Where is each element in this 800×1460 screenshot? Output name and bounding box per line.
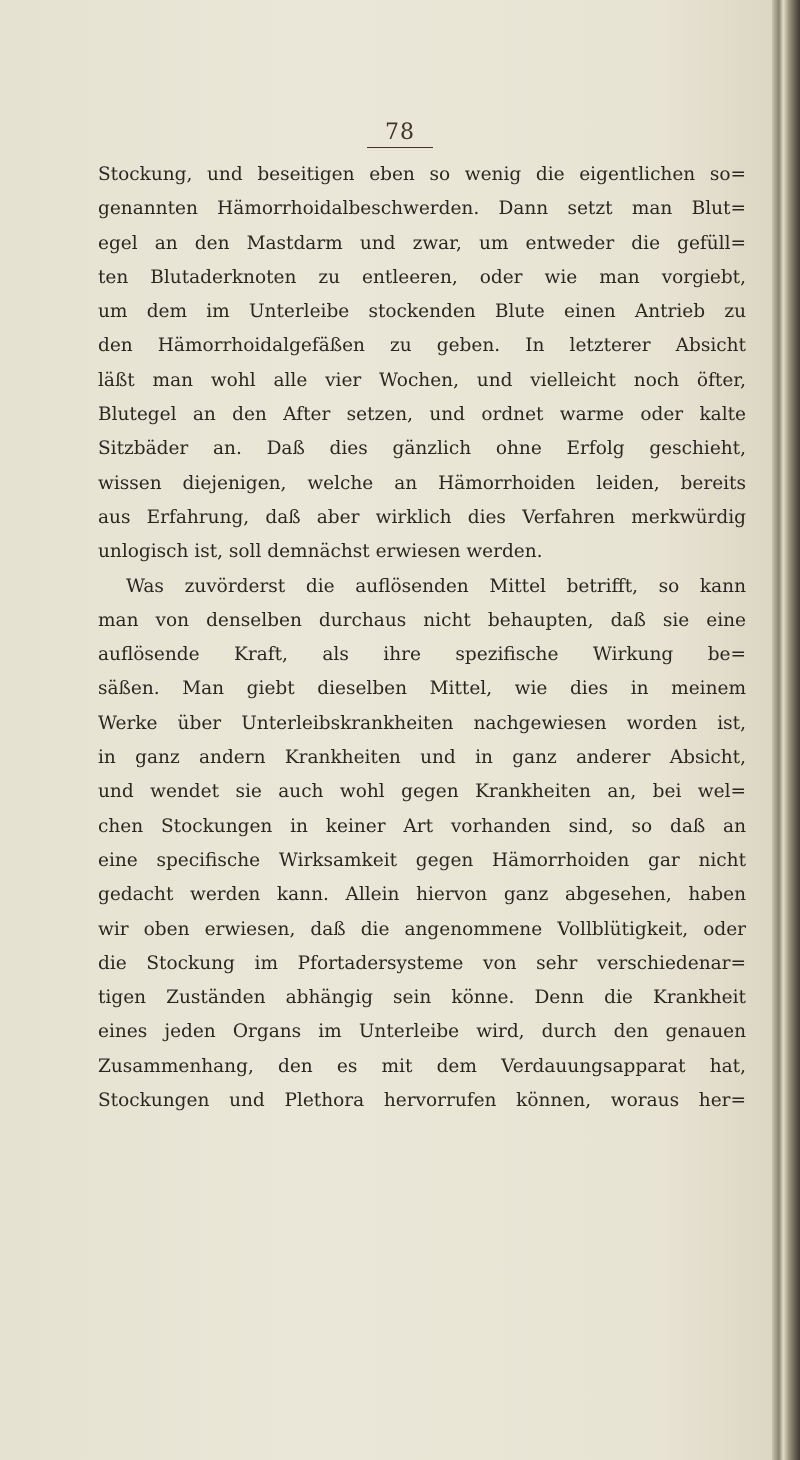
text-line: wissen diejenigen, welche an Hämorrhoiden leiden, bereits: [98, 472, 746, 494]
book-spine-shadow: [772, 0, 800, 1460]
text-line: wir oben erwiesen, daß die angenommene Vollblütigkeit, oder: [98, 918, 746, 940]
text-line: unlogisch ist, soll demnächst erwiesen werden.: [98, 541, 543, 563]
text-line: Zusammenhang, den es mit dem Verdauungsapparat hat,: [98, 1055, 746, 1077]
text-line: ten Blutaderknoten zu entleeren, oder wie man vorgiebt,: [98, 266, 746, 288]
text-line: Werke über Unterleibskrankheiten nachgewiesen worden ist,: [98, 712, 746, 734]
text-line: um dem im Unterleibe stockenden Blute einen Antrieb zu: [98, 301, 746, 323]
text-line: eine specifische Wirksamkeit gegen Hämorrhoiden gar nicht: [98, 849, 746, 871]
text-line: chen Stockungen in keiner Art vorhanden sind, so daß an: [98, 815, 746, 837]
text-line: genannten Hämorrhoidalbeschwerden. Dann setzt man Blut=: [98, 198, 746, 220]
text-line: eines jeden Organs im Unterleibe wird, durch den genauen: [98, 1021, 746, 1043]
text-line: Stockung, und beseitigen eben so wenig die eigentlichen so=: [98, 164, 746, 185]
text-line: auflösende Kraft, als ihre spezifische Wirkung be=: [98, 644, 746, 666]
text-line: Blutegel an den After setzen, und ordnet warme oder kalte: [98, 404, 746, 426]
text-line: den Hämorrhoidalgefäßen zu geben. In letzterer Absicht: [98, 335, 746, 357]
text-line: in ganz andern Krankheiten und in ganz anderer Absicht,: [98, 747, 746, 769]
page-number: [0, 120, 800, 148]
text-line: egel an den Mastdarm und zwar, um entweder die gefüll=: [98, 232, 746, 254]
text-line: tigen Zuständen abhängig sein könne. Denn die Krankheit: [98, 987, 746, 1009]
text-line: Sitzbäder an. Daß dies gänzlich ohne Erfolg geschieht,: [98, 438, 746, 460]
text-line: und wendet sie auch wohl gegen Krankheiten an, bei wel=: [98, 781, 746, 803]
page-number-text: 78: [367, 120, 433, 148]
text-line: Stockungen und Plethora hervorrufen können, woraus her=: [98, 1090, 746, 1112]
text-line: Was zuvörderst die auflösenden Mittel betrifft, so kann: [126, 575, 746, 597]
text-line: man von denselben durchaus nicht behaupten, daß sie eine: [98, 609, 746, 631]
text-line: säßen. Man giebt dieselben Mittel, wie dies in meinem: [98, 678, 746, 700]
text-line: gedacht werden kann. Allein hiervon ganz abgesehen, haben: [98, 884, 746, 906]
body-text: [98, 158, 746, 1118]
text-line: aus Erfahrung, daß aber wirklich dies Verfahren merkwürdig: [98, 506, 746, 528]
text-line: die Stockung im Pfortadersysteme von sehr verschiedenar=: [98, 952, 746, 974]
text-line: läßt man wohl alle vier Wochen, und vielleicht noch öfter,: [98, 369, 746, 391]
